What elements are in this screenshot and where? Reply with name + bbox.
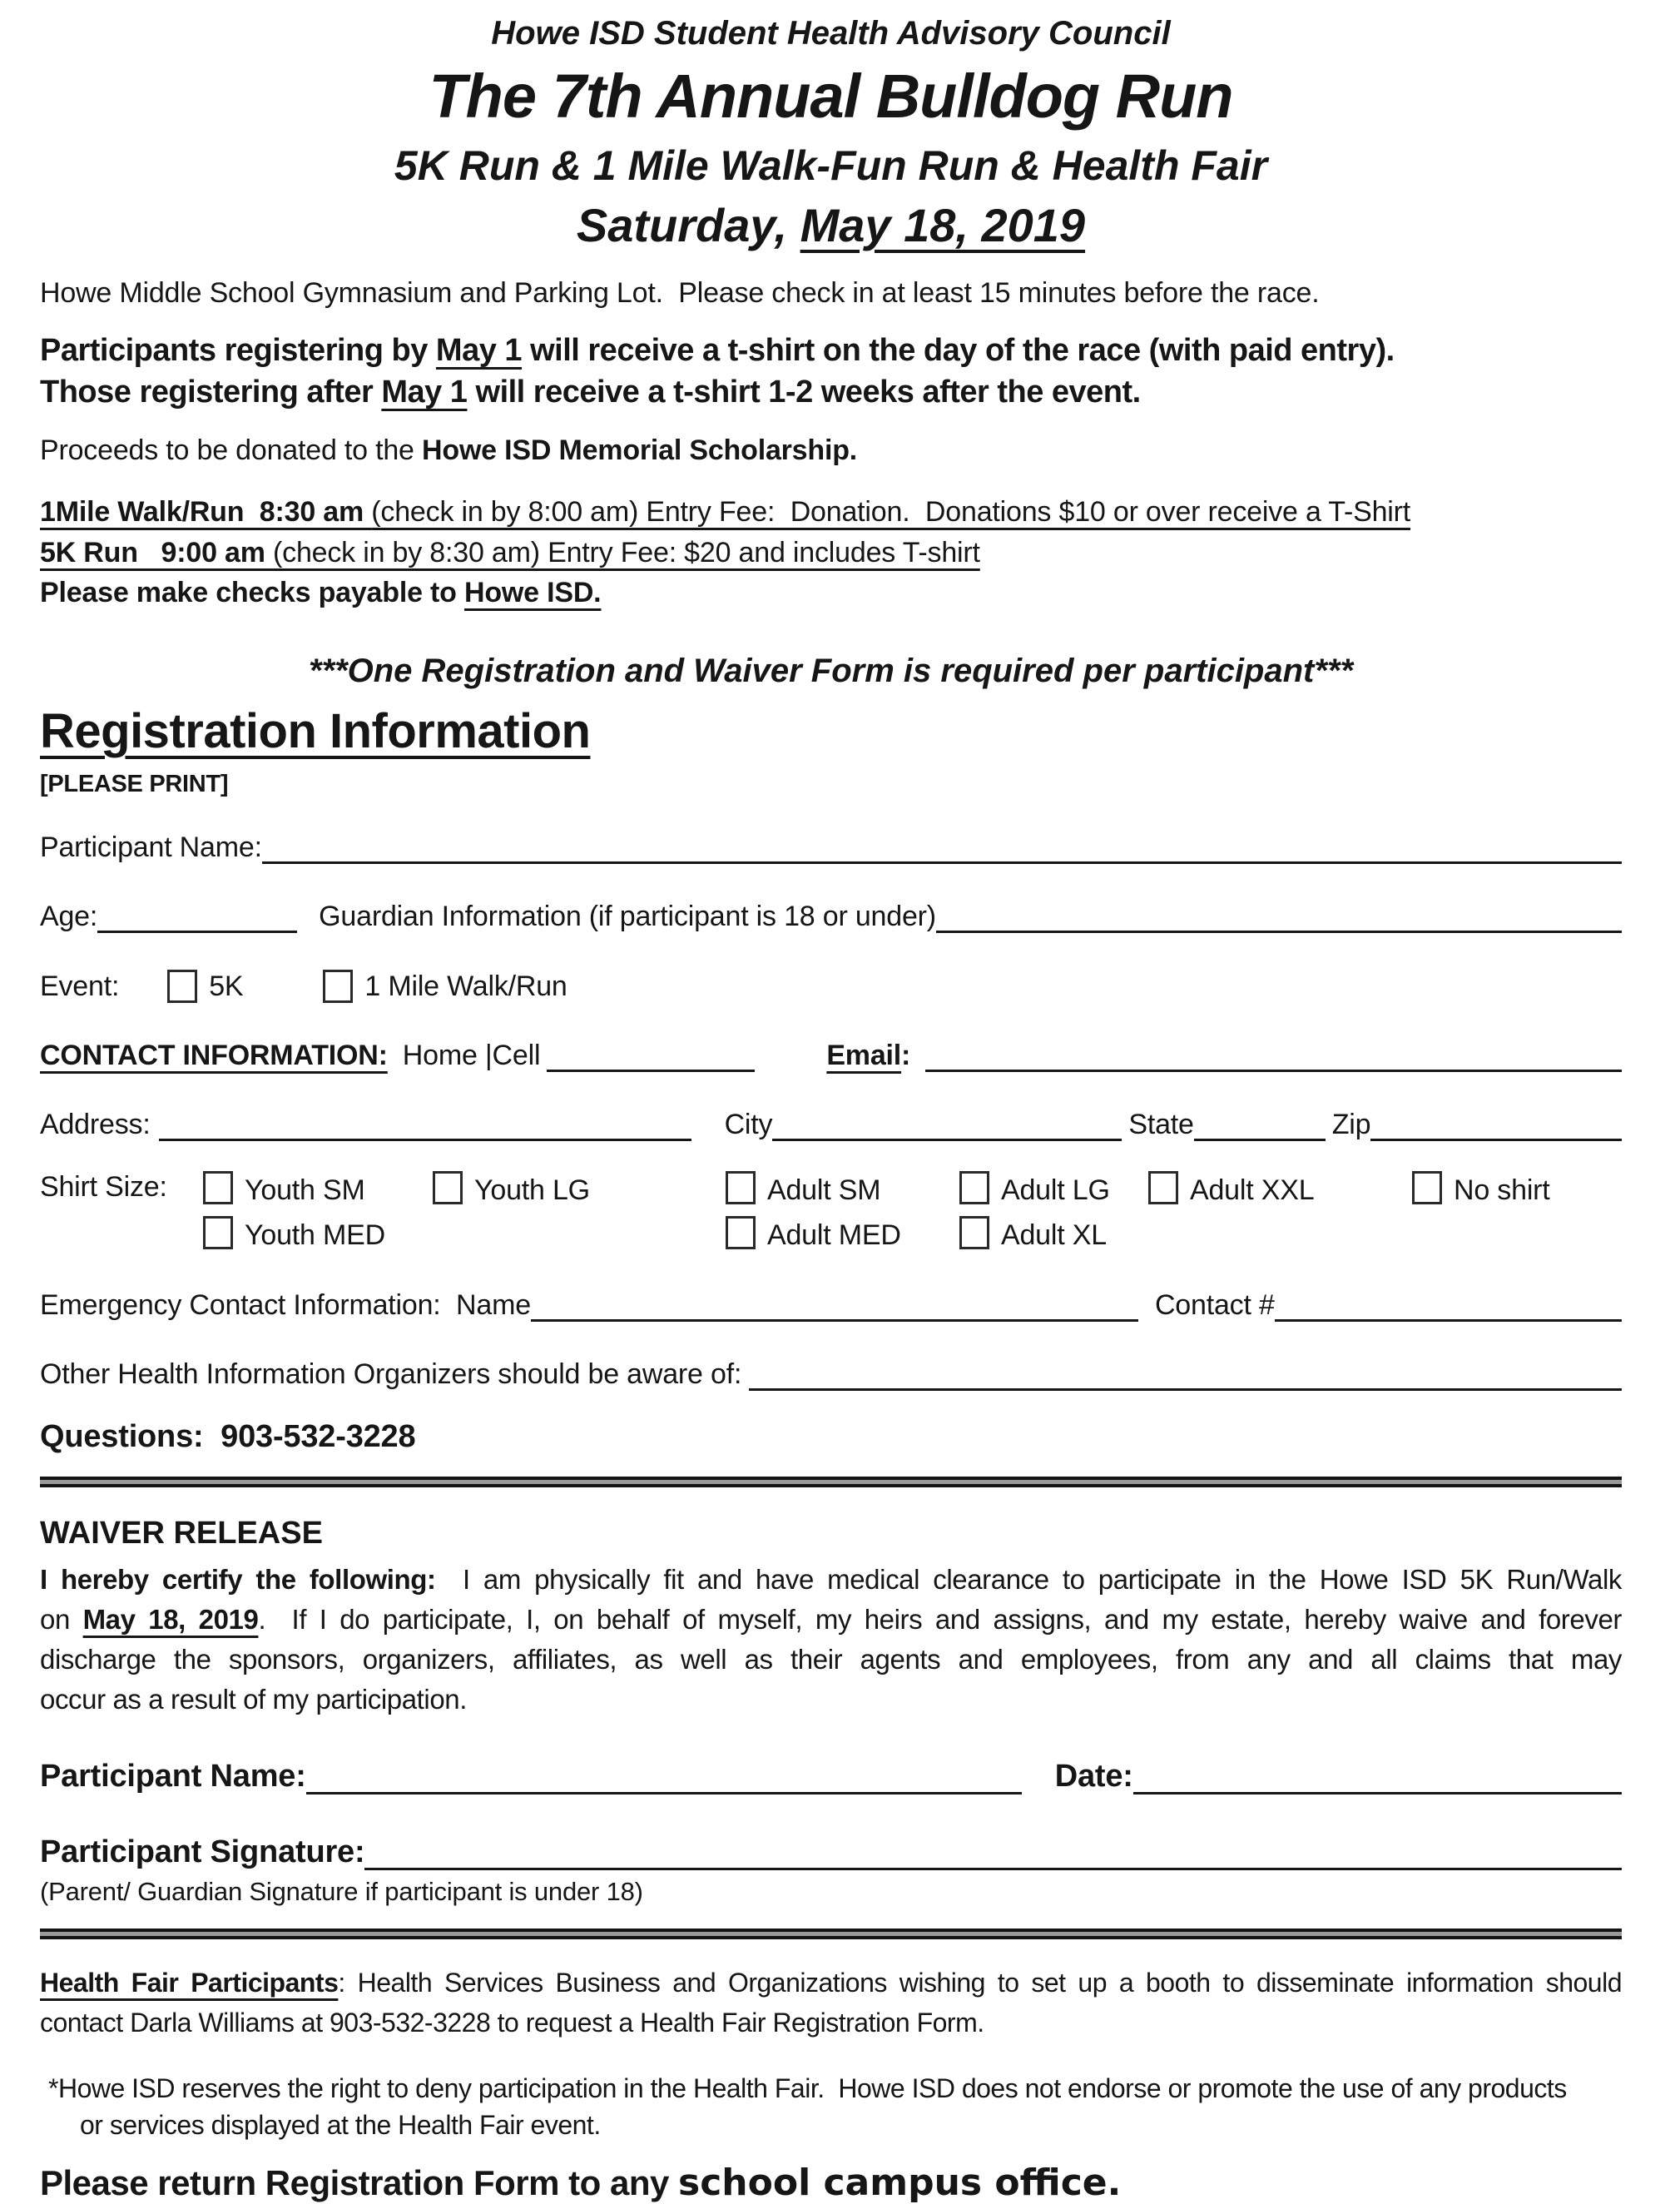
fee-5k-time: 5K Run 9:00 am — [40, 536, 274, 568]
proceeds-text: Proceeds to be donated to the — [40, 434, 423, 467]
shirt-option-no-shirt — [1412, 1171, 1550, 1207]
policy1-text-2: will receive a t-shirt on the day of the race (with paid entry). — [522, 333, 1395, 368]
event-label: Event: — [40, 970, 120, 1003]
shirt-label-adult-sm: Adult SM — [767, 1174, 881, 1207]
shirt-label-adult-lg: Adult LG — [1001, 1174, 1110, 1207]
city-blank[interactable] — [772, 1129, 1122, 1141]
email-colon: : — [901, 1040, 911, 1072]
questions-line: Questions: 903-532-3228 — [40, 1419, 416, 1455]
waiver-name-date-row — [40, 1759, 1622, 1794]
shirt-label-no-shirt: No shirt — [1454, 1174, 1550, 1207]
policy2-text-2: will receive a t-shirt 1-2 weeks after the event. — [467, 375, 1141, 410]
location-line: Howe Middle School Gymnasium and Parking Lot. Please check in at least 15 minutes before the race. — [40, 277, 1320, 309]
shirt-label-youth-med: Youth MED — [245, 1219, 385, 1252]
event-date-prefix: Saturday, — [576, 199, 800, 251]
event-row — [40, 970, 1622, 1003]
checks-line — [40, 573, 1622, 613]
contact-heading: CONTACT INFORMATION: — [40, 1040, 388, 1072]
event-date — [40, 198, 1622, 252]
other-health-label: Other Health Information Organizers should be aware of: — [40, 1358, 750, 1391]
age-guardian-row — [40, 901, 1622, 933]
fee-section — [40, 492, 1622, 613]
health-fair-line-2: contact Darla Williams at 903-532-3228 to request a Health Fair Registration Form. — [40, 2008, 984, 2038]
waiver-line-2 — [40, 1600, 1622, 1640]
please-print-note: [PLEASE PRINT] — [40, 771, 229, 798]
checkbox-adult-med[interactable] — [726, 1216, 756, 1249]
waiver-line-1 — [40, 1560, 1622, 1600]
shirt-label-adult-xl: Adult XL — [1001, 1219, 1107, 1252]
shirt-option-adult-sm — [726, 1171, 880, 1207]
email-blank[interactable] — [925, 1060, 1622, 1072]
email-label: Email — [826, 1040, 902, 1072]
shirt-label-adult-med: Adult MED — [767, 1219, 901, 1252]
checkbox-5k[interactable] — [167, 970, 197, 1003]
signature-note: (Parent/ Guardian Signature if participant is under 18) — [40, 1877, 643, 1907]
event-5k-label: 5K — [209, 970, 244, 1003]
checkbox-youth-lg[interactable] — [433, 1171, 463, 1204]
proceeds-scholarship: Howe ISD Memorial Scholarship. — [422, 434, 858, 467]
health-fair-text: : Health Services Business and Organizations wishing to set up a booth to disseminate information should — [338, 1968, 1623, 1998]
shirt-option-adult-med — [726, 1216, 901, 1252]
return-office-text: school campus office. — [678, 2161, 1122, 2204]
checkbox-adult-lg[interactable] — [959, 1171, 989, 1204]
shirt-label-adult-xxl: Adult XXL — [1190, 1174, 1315, 1207]
address-blank[interactable] — [159, 1129, 691, 1141]
participant-signature-blank[interactable] — [364, 1858, 1622, 1870]
zip-blank[interactable] — [1370, 1129, 1622, 1141]
checkbox-adult-sm[interactable] — [726, 1171, 756, 1204]
home-cell-label: Home |Cell — [402, 1040, 541, 1072]
state-blank[interactable] — [1194, 1129, 1326, 1141]
event-subtitle: 5K Run & 1 Mile Walk-Fun Run & Health Fair — [394, 142, 1268, 189]
event-title: The 7th Annual Bulldog Run — [429, 62, 1233, 131]
shirt-option-adult-xl — [959, 1216, 1107, 1252]
guardian-blank[interactable] — [936, 921, 1622, 933]
event-date-underlined: May 18, 2019 — [800, 199, 1086, 251]
waiver-line-3: discharge the sponsors, organizers, affiliates, as well as their agents and employees, from any and all claims that may — [40, 1643, 1622, 1675]
shirt-option-adult-xxl — [1148, 1171, 1314, 1207]
council-line: Howe ISD Student Health Advisory Council — [491, 15, 1171, 52]
participant-name-row — [40, 831, 1622, 864]
checkbox-adult-xxl[interactable] — [1148, 1171, 1178, 1204]
return-instruction-line — [40, 2162, 1622, 2204]
shirt-label-youth-sm: Youth SM — [245, 1174, 365, 1207]
age-label: Age: — [40, 901, 98, 933]
contact-number-blank[interactable] — [1275, 1309, 1622, 1322]
waiver-participant-name-blank[interactable] — [306, 1782, 1022, 1794]
tshirt-policy-line-2 — [40, 371, 1622, 413]
waiver-line-2-prefix: on — [40, 1603, 83, 1635]
shirt-size-label: Shirt Size: — [40, 1171, 167, 1204]
health-fair-bold: Health Fair Participants — [40, 1968, 339, 1998]
disclaimer-line-1: *Howe ISD reserves the right to deny participation in the Health Fair. Howe ISD does not endorse or promote the use of any products — [48, 2073, 1567, 2104]
proceeds-line — [40, 434, 1622, 467]
shirt-option-youth-sm — [203, 1171, 365, 1207]
shirt-label-youth-lg: Youth LG — [474, 1174, 590, 1207]
waiver-line-2-text: . If I do participate, I, on behalf of myself, my heirs and assigns, and my estate, hereby waive and forever — [258, 1603, 1622, 1635]
shirt-option-adult-lg — [959, 1171, 1110, 1207]
waiver-heading: WAIVER RELEASE — [40, 1516, 323, 1551]
checks-payee: Howe ISD. — [463, 576, 602, 608]
state-label: State — [1128, 1109, 1194, 1141]
city-label: City — [724, 1109, 773, 1141]
waiver-date-label: Date: — [1054, 1759, 1133, 1794]
waiver-line-1-text: I am physically fit and have medical clearance to participate in the Howe ISD 5K Run/Walk — [435, 1564, 1622, 1596]
shirt-option-youth-lg — [433, 1171, 590, 1207]
contact-info-row — [40, 1040, 1622, 1072]
checkbox-youth-med[interactable] — [203, 1216, 233, 1249]
checkbox-1mile[interactable] — [323, 970, 353, 1003]
emergency-contact-label: Emergency Contact Information: Name — [40, 1289, 531, 1322]
contact-number-label: Contact # — [1154, 1289, 1275, 1322]
fee-1mile-details: (check in by 8:00 am) Entry Fee: Donation. Donations $10 or over receive a T-Shirt — [371, 496, 1411, 529]
waiver-date-bold: May 18, 2019 — [82, 1603, 259, 1635]
phone-blank[interactable] — [547, 1060, 755, 1072]
checkbox-adult-xl[interactable] — [959, 1216, 989, 1249]
policy2-text: Those registering after — [40, 375, 382, 410]
section-divider-2 — [40, 1928, 1622, 1939]
shirt-size-block — [40, 1171, 1622, 1261]
address-label: Address: — [40, 1109, 151, 1141]
event-1mile-label: 1 Mile Walk/Run — [364, 970, 567, 1003]
health-fair-line-1 — [40, 1963, 1622, 2003]
checkbox-youth-sm[interactable] — [203, 1171, 233, 1204]
waiver-date-blank[interactable] — [1133, 1782, 1622, 1794]
address-row — [40, 1109, 1622, 1141]
checks-text: Please make checks payable to — [40, 576, 464, 608]
section-divider — [40, 1477, 1622, 1487]
participant-name-label: Participant Name: — [40, 831, 262, 864]
fee-line-1mile — [40, 492, 1622, 532]
checkbox-no-shirt[interactable] — [1412, 1171, 1442, 1204]
other-health-row — [40, 1358, 1622, 1391]
waiver-participant-name-label: Participant Name: — [40, 1759, 306, 1794]
registration-heading-text: Registration Information — [40, 704, 591, 759]
participant-signature-label: Participant Signature: — [40, 1834, 365, 1870]
fee-1mile-time: 1Mile Walk/Run 8:30 am — [40, 496, 372, 529]
policy1-may1: May 1 — [435, 333, 523, 368]
tshirt-policy-line-1 — [40, 330, 1622, 371]
registration-note: ***One Registration and Waiver Form is required per participant*** — [308, 653, 1354, 690]
fee-5k-details: (check in by 8:30 am) Entry Fee: $20 and includes T-shirt — [273, 536, 980, 568]
tshirt-policy — [40, 330, 1622, 413]
participant-name-blank[interactable] — [262, 851, 1622, 864]
policy1-text: Participants registering by — [40, 333, 436, 368]
emergency-contact-row — [40, 1289, 1622, 1322]
emergency-name-blank[interactable] — [531, 1309, 1138, 1322]
registration-heading — [40, 703, 1622, 759]
guardian-label: Guardian Information (if participant is 18 or under) — [319, 901, 936, 933]
other-health-blank[interactable] — [749, 1378, 1622, 1391]
return-text: Please return Registration Form to any — [40, 2162, 679, 2202]
waiver-certify-bold: I hereby certify the following: — [40, 1564, 436, 1596]
zip-label: Zip — [1331, 1109, 1371, 1141]
age-blank[interactable] — [97, 921, 297, 933]
waiver-line-4: occur as a result of my participation. — [40, 1683, 468, 1715]
shirt-option-youth-med — [203, 1216, 385, 1252]
signature-row — [40, 1834, 1622, 1870]
fee-line-5k — [40, 533, 1622, 573]
disclaimer-line-2: or services displayed at the Health Fair event. — [80, 2109, 601, 2140]
policy2-may1: May 1 — [381, 375, 468, 410]
